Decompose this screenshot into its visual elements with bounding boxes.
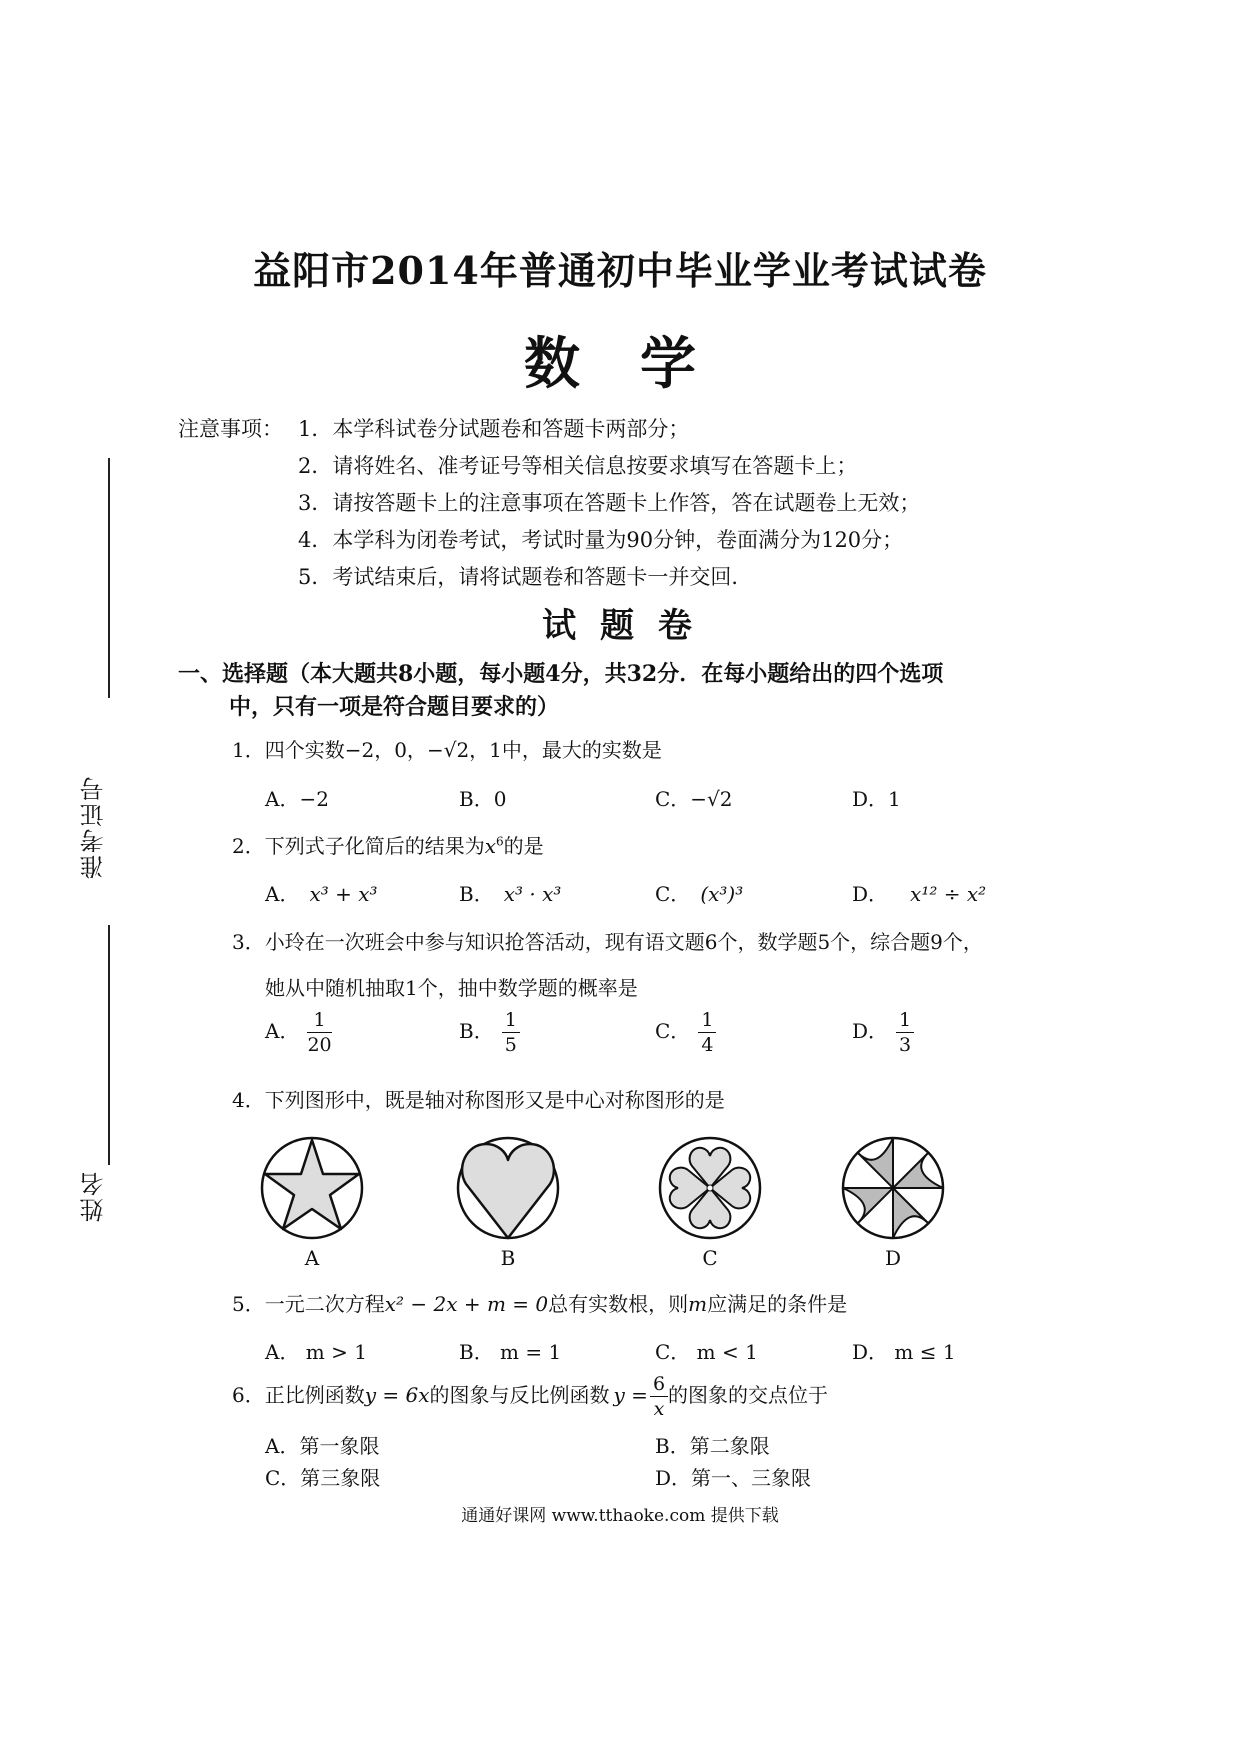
q3-option-c [655,1008,716,1057]
name-label: 姓名 [80,1170,108,1222]
fraction-numerator: 1 [698,1008,716,1033]
q1-stem-part: ，1中，最大的实数是 [469,738,662,762]
figure-label-d: D [884,1246,902,1270]
note-item: 5．考试结束后，请将试题卷和答题卡一并交回． [298,565,753,589]
q3-fraction [698,1008,716,1057]
note-item: 3．请按答题卡上的注意事项在答题卡上作答，答在试题卷上无效； [298,491,921,515]
q2-option-c [655,878,743,907]
q3-option-a [265,1008,332,1057]
q2-option-label: D． [852,882,889,906]
question-6-stem [232,1372,828,1421]
star-in-circle-icon [256,1132,368,1244]
q2-stem-part: 2．下列式子化简后的结果为 [232,834,485,858]
question-1-stem [232,734,662,763]
q6-option-b: B．第二象限 [655,1434,770,1458]
q3-option-label: D． [852,1019,889,1043]
section-heading-line2: 中，只有一项是符合题目要求的） [229,694,560,720]
q2-option-label: A． [265,882,300,906]
paper-title: 试 题 卷 [542,606,698,646]
q5-var-m: m [688,1292,708,1316]
q2-exp: 6 [496,834,504,849]
q1-option-a: A．−2 [265,787,329,811]
q5-stem-part: 应满足的条件是 [707,1292,848,1316]
q5-option-d: D． m ≤ 1 [852,1340,956,1364]
figure-label-c: C [702,1246,718,1270]
q1-option-c: C．−√2 [655,787,733,811]
q3-option-label: B． [459,1019,494,1043]
q2-option-d [852,878,986,907]
q3-option-label: C． [655,1019,691,1043]
section-heading [178,658,1078,724]
q6-option-c: C．第三象限 [265,1466,381,1490]
question-3-stem-line2: 她从中随机抽取1个，抽中数学题的概率是 [265,976,638,1000]
q6-stem-part: 6．正比例函数 [232,1383,365,1407]
q3-option-label: A． [265,1019,300,1043]
figure-label-a: A [304,1246,320,1270]
fraction-denominator: 5 [504,1034,517,1056]
q1-option-b: B．0 [459,787,507,811]
pinwheel-in-circle-icon [837,1132,949,1244]
fraction-denominator: x [653,1398,665,1420]
q3-option-d [852,1008,914,1057]
exam-id-line-bottom [108,925,110,1165]
fraction-numerator: 1 [307,1008,331,1033]
q3-option-b [459,1008,520,1057]
note-item: 4．本学科为闭卷考试，考试时量为90分钟，卷面满分为120分； [298,528,904,552]
question-5-stem [232,1288,847,1317]
q2-option-expr: x¹² ÷ x² [910,882,987,906]
q2-option-label: C． [655,882,691,906]
q1-option-d: D．1 [852,787,901,811]
q6-equation-1: y = 6x [364,1383,430,1407]
q2-option-b [459,878,561,907]
heart-in-circle-icon [452,1132,564,1244]
fraction-denominator: 3 [899,1034,912,1056]
fraction-numerator: 1 [502,1008,520,1033]
q2-option-a [265,878,378,907]
q2-stem-part: 的是 [503,834,544,858]
exam-id-label: 准考证号 [80,775,108,879]
q2-var: x [484,834,497,858]
q6-equation-2-lhs: y = [613,1383,648,1407]
q2-option-expr: x³ · x³ [503,882,562,906]
note-item: 2．请将姓名、准考证号等相关信息按要求填写在答题卡上； [298,454,858,478]
fraction-numerator: 6 [650,1372,668,1397]
q6-stem-part: 的图象的交点位于 [668,1383,829,1407]
q6-stem-part: 的图象与反比例函数 [429,1383,610,1407]
q5-option-b: B． m = 1 [459,1340,562,1364]
exam-title: 益阳市2014年普通初中毕业学业考试试卷 [253,248,987,293]
note-item: 1．本学科试卷分试题卷和答题卡两部分； [298,417,690,441]
q1-stem-part: 1．四个实数−2，0， [232,738,427,762]
section-heading-line1: 一、选择题（本大题共8小题，每小题4分，共32分．在每小题给出的四个选项 [178,661,944,687]
fraction-numerator: 1 [896,1008,914,1033]
q5-option-c: C． m < 1 [655,1340,758,1364]
question-3-stem-line1: 3．小玲在一次班会中参与知识抢答活动，现有语文题6个，数学题5个，综合题9个， [232,930,983,954]
q3-fraction [502,1008,520,1057]
four-heart-clover-in-circle-icon [654,1132,766,1244]
q1-sqrt-expr: −√2 [426,738,470,762]
q2-option-label: B． [459,882,494,906]
exam-id-line-top [108,458,110,698]
question-4-stem: 4．下列图形中，既是轴对称图形又是中心对称图形的是 [232,1088,725,1112]
notes-label: 注意事项： [178,417,283,441]
q6-option-a: A．第一象限 [265,1434,380,1458]
question-2-stem [232,830,544,859]
q5-equation: x² − 2x + m = 0 [384,1292,549,1316]
fraction-denominator: 20 [307,1034,332,1056]
q3-fraction [307,1008,331,1057]
q5-option-a: A． m > 1 [265,1340,367,1364]
q2-option-expr: x³ + x³ [309,882,378,906]
q2-option-expr: (x³)³ [700,882,744,906]
fraction-denominator: 4 [701,1034,714,1056]
figure-label-b: B [500,1246,516,1270]
q5-stem-part: 总有实数根，则 [548,1292,689,1316]
footer-credit: 通通好课网 www.tthaoke.com 提供下载 [461,1506,779,1526]
q5-stem-part: 5．一元二次方程 [232,1292,385,1316]
q3-fraction [896,1008,914,1057]
q6-option-d: D．第一、三象限 [655,1466,812,1490]
q6-fraction [650,1372,668,1421]
subject-title: 数学 [524,331,756,397]
